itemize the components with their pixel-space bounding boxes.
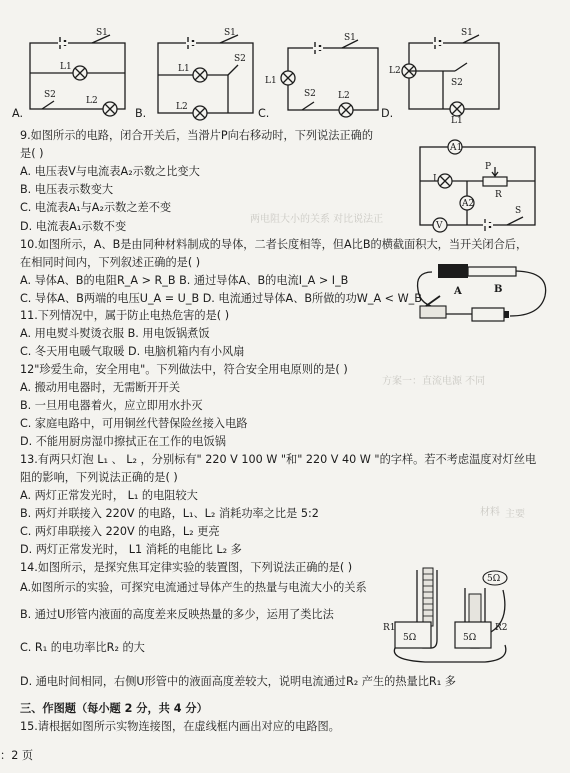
q15-stem: 15.请根据如图所示实物连接图，在虚线框内画出对应的电路图。 xyxy=(20,720,340,733)
v-label: V xyxy=(436,221,443,231)
q9-stem: 9.如图所示的电路，闭合开关后，当滑片P向右移动时，下列说法正确的 xyxy=(20,129,374,142)
q9-option-b: B. 电压表示数变大 xyxy=(20,183,114,196)
r1-label: R1 xyxy=(383,623,396,633)
l-label: L xyxy=(433,174,439,184)
q10-stem: 10.如图所示，A、B是由同种材料制成的导体，二者长度相等，但A比B的横截面积大，当开关闭合后， xyxy=(20,238,528,251)
l2-label: L2 xyxy=(338,91,350,101)
q10-options-cd: C. 导体A、B两端的电压U_A = U_B D. 电流通过导体A、B所做的功W_A < W_B xyxy=(20,292,422,305)
l2-label: L2 xyxy=(389,66,401,76)
bleed-through-text: 两电阻大小的关系 对比说法正 xyxy=(250,214,384,225)
q14-option-b: B. 通过U形管内液面的高度差来反映热量的多少，运用了类比法 xyxy=(20,608,334,621)
q8-option-d: D. xyxy=(381,107,394,120)
l1-label: L1 xyxy=(60,62,72,72)
q9-option-a: A. 电压表V与电流表A₂示数之比变大 xyxy=(20,165,200,178)
q12-option-c: C. 家庭电路中，可用铜丝代替保险丝接入电路 xyxy=(20,417,248,430)
l2-label: L2 xyxy=(86,96,98,106)
q12-option-a: A. 搬动用电器时，无需断开开关 xyxy=(20,381,181,394)
s2-label: S2 xyxy=(304,89,316,99)
q14-option-a: A.如图所示的实验，可探究电流通过导体产生的热量与电流大小的关系 xyxy=(20,581,367,594)
q10-stem-cont: 在相同时间内，下列叙述正确的是( ) xyxy=(20,256,201,269)
l1-label: L1 xyxy=(178,64,190,74)
bleed-through-text: 材料 xyxy=(480,507,500,518)
s1-label: S1 xyxy=(461,28,473,38)
l1-label: L1 xyxy=(451,116,463,126)
section-3-title: 三、作图题（每小题 2 分，共 4 分） xyxy=(20,702,208,715)
rod-b-label: B xyxy=(494,284,503,295)
r-label: R xyxy=(495,190,502,200)
q14-option-c: C. R₁ 的电功率比R₂ 的大 xyxy=(20,641,145,654)
s-label: S xyxy=(515,206,522,216)
q13-option-d: D. 两灯正常发光时， L1 消耗的电能比 L₂ 多 xyxy=(20,543,242,556)
q13-stem-cont: 阻的影响，下列说法正确的是( ) xyxy=(20,471,178,484)
q14-option-d: D. 通电时间相同，右侧U形管中的液面高度差较大，说明电流通过R₂ 产生的热量比R₁ 多 xyxy=(20,675,456,688)
r2-label: R2 xyxy=(495,623,508,633)
q9-option-c: C. 电流表A₁与A₂示数之差不变 xyxy=(20,201,172,214)
q13-option-c: C. 两灯串联接入 220V 的电路，L₂ 更亮 xyxy=(20,525,220,538)
bleed-through-text: 主要 xyxy=(505,509,525,520)
s1-label: S1 xyxy=(224,28,236,38)
s2-label: S2 xyxy=(451,78,463,88)
q9-option-d: D. 电流表A₁示数不变 xyxy=(20,220,127,233)
q13-stem: 13.有两只灯泡 L₁ 、 L₂ ，分别标有" 220 V 100 W "和" 220 V 40 W "的字样。若不考虑温度对灯丝电 xyxy=(20,453,537,466)
s1-label: S1 xyxy=(344,33,356,43)
q8-option-c: C. xyxy=(258,107,270,120)
resistor-5ohm-label: 5Ω xyxy=(403,633,417,643)
q9-stem-cont: 是( ) xyxy=(20,147,44,160)
p-label: P xyxy=(485,162,492,172)
q10-options-ab: A. 导体A、B的电阻R_A > R_B B. 通过导体A、B的电流I_A > I_B xyxy=(20,274,349,287)
s2-label: S2 xyxy=(44,90,56,100)
q8-option-b: B. xyxy=(135,107,147,120)
rod-a-label: A xyxy=(454,286,462,297)
q8-circuit-d xyxy=(389,25,515,126)
q9-circuit-diagram xyxy=(415,137,550,237)
q12-option-d: D. 不能用厨房湿巾擦拭正在工作的电饭锅 xyxy=(20,435,226,448)
q10-apparatus-diagram xyxy=(410,258,560,328)
q12-stem: 12"珍爱生命，安全用电"。下列做法中，符合安全用电原则的是( ) xyxy=(20,363,348,376)
a2-label: A2 xyxy=(462,199,475,209)
l1-label: L1 xyxy=(265,76,277,86)
q11-options-ab: A. 用电熨斗熨烫衣服 B. 用电饭锅煮饭 xyxy=(20,327,210,340)
page-footer: ：2 页 xyxy=(0,749,34,762)
s1-label: S1 xyxy=(96,28,108,38)
q8-option-a: A. xyxy=(12,107,24,120)
q14-joule-apparatus xyxy=(385,560,525,670)
q11-stem: 11.下列情况中，属于防止电热危害的是( ) xyxy=(20,309,230,322)
bleed-through-text: 方案一：直流电源 不同 xyxy=(382,376,486,387)
q13-option-a: A. 两灯正常发光时， L₁ 的电阻较大 xyxy=(20,489,198,502)
a1-label: A1 xyxy=(450,143,463,153)
l2-label: L2 xyxy=(176,102,188,112)
q14-stem: 14.如图所示，是探究焦耳定律实验的装置图，下列说法正确的是( ) xyxy=(20,561,353,574)
q8-circuit-b xyxy=(148,25,268,115)
s2-label: S2 xyxy=(234,54,246,64)
q11-options-cd: C. 冬天用电暖气取暖 D. 电脑机箱内有小风扇 xyxy=(20,345,245,358)
q8-circuit-c xyxy=(265,28,390,118)
resistor-5ohm-label: 5Ω xyxy=(463,633,477,643)
q13-option-b: B. 两灯并联接入 220V 的电路，L₁、L₂ 消耗功率之比是 5:2 xyxy=(20,507,319,520)
q12-option-b: B. 一旦用电器着火，应立即用水扑灭 xyxy=(20,399,203,412)
q8-circuit-a xyxy=(20,25,140,115)
resistor-5ohm-label: 5Ω xyxy=(487,574,501,584)
